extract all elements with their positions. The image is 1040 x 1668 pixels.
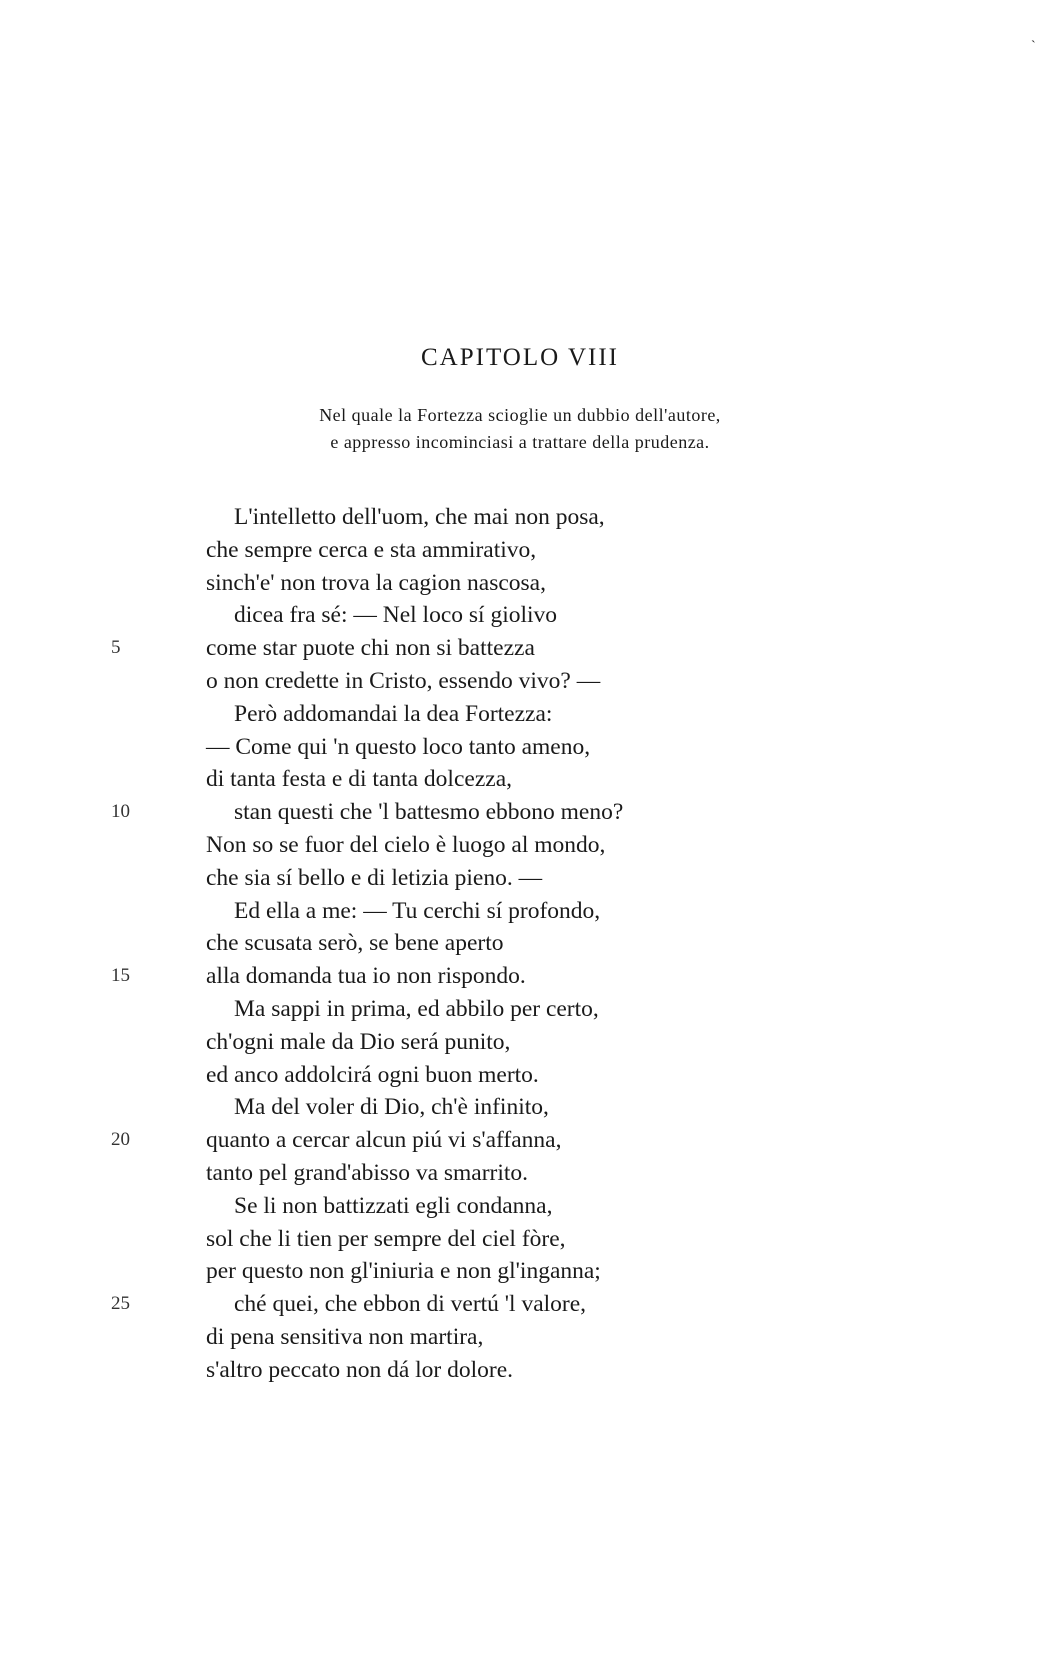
verse-text: alla domanda tua io non rispondo. — [206, 963, 526, 990]
verse-text: ch'ogni male da Dio será punito, — [206, 1028, 511, 1055]
verse-line — [0, 796, 1040, 829]
verse-line — [0, 1190, 1040, 1223]
verse-text: che sempre cerca e sta ammirativo, — [206, 536, 537, 563]
verse-text: ché quei, che ebbon di vertú 'l valore, — [234, 1291, 587, 1318]
verse-number: 10 — [111, 801, 130, 823]
verse-text: Non so se fuor del cielo è luogo al mondo, — [206, 831, 606, 858]
verse-text: sinch'e' non trova la cagion nascosa, — [206, 569, 546, 596]
verse-line — [0, 1223, 1040, 1256]
verse-line — [0, 698, 1040, 731]
verse-line — [0, 1288, 1040, 1321]
poem — [0, 501, 1040, 1387]
summary-line: e appresso incominciasi a trattare della prudenza. — [330, 432, 710, 452]
verse-number: 20 — [111, 1129, 130, 1151]
verse-line — [0, 1059, 1040, 1092]
verse-line — [0, 1354, 1040, 1387]
verse-line — [0, 665, 1040, 698]
verse-line — [0, 501, 1040, 534]
summary-line: Nel quale la Fortezza scioglie un dubbio dell'autore, — [319, 405, 721, 425]
verse-text: che sia sí bello e di letizia pieno. — — [206, 864, 543, 891]
verse-line — [0, 1026, 1040, 1059]
verse-text: L'intelletto dell'uom, che mai non posa, — [234, 504, 605, 530]
verse-text: ed anco addolcirá ogni buon merto. — [206, 1061, 539, 1088]
verse-line — [0, 763, 1040, 796]
verse-text: stan questi che 'l battesmo ebbono meno? — [234, 799, 624, 826]
verse-line — [0, 993, 1040, 1026]
corner-mark: ` — [1031, 39, 1036, 54]
chapter-summary — [0, 402, 1040, 456]
verse-line — [0, 731, 1040, 764]
verse-text: sol che li tien per sempre del ciel fòre, — [206, 1225, 566, 1252]
verse-text: — Come qui 'n questo loco tanto ameno, — [206, 733, 591, 760]
verse-line — [0, 1255, 1040, 1288]
verse-line — [0, 1321, 1040, 1354]
chapter-title: CAPITOLO VIII — [421, 344, 619, 371]
verse-line — [0, 567, 1040, 600]
verse-text: Ma del voler di Dio, ch'è infinito, — [234, 1094, 549, 1121]
verse-text: come star puote chi non si battezza — [206, 635, 535, 662]
verse-line — [0, 960, 1040, 993]
verse-text: quanto a cercar alcun piú vi s'affanna, — [206, 1127, 562, 1154]
verse-text: di tanta festa e di tanta dolcezza, — [206, 766, 512, 793]
verse-text: per questo non gl'iniuria e non gl'inganna; — [206, 1258, 601, 1285]
verse-number: 25 — [111, 1293, 130, 1315]
verse-text: Però addomandai la dea Fortezza: — [234, 700, 553, 727]
verse-line — [0, 1091, 1040, 1124]
verse-text: s'altro peccato non dá lor dolore. — [206, 1356, 514, 1383]
verse-number: 15 — [111, 965, 130, 987]
verse-line — [0, 895, 1040, 928]
verse-line — [0, 599, 1040, 632]
verse-text: o non credette in Cristo, essendo vivo? — — [206, 667, 601, 694]
verse-text: che scusata serò, se bene aperto — [206, 930, 504, 957]
verse-text: Ma sappi in prima, ed abbilo per certo, — [234, 995, 599, 1022]
verse-line — [0, 829, 1040, 862]
verse-line — [0, 534, 1040, 567]
verse-text: di pena sensitiva non martira, — [206, 1323, 484, 1350]
verse-text: Se li non battizzati egli condanna, — [234, 1192, 553, 1219]
verse-number: 5 — [111, 637, 121, 659]
verse-text: Ed ella a me: — Tu cerchi sí profondo, — [234, 897, 601, 924]
verse-line — [0, 927, 1040, 960]
verse-line — [0, 1124, 1040, 1157]
verse-text: tanto pel grand'abisso va smarrito. — [206, 1159, 529, 1186]
verse-text: dicea fra sé: — Nel loco sí giolivo — [234, 602, 558, 629]
verse-line — [0, 632, 1040, 665]
verse-line — [0, 1157, 1040, 1190]
verse-line — [0, 862, 1040, 895]
